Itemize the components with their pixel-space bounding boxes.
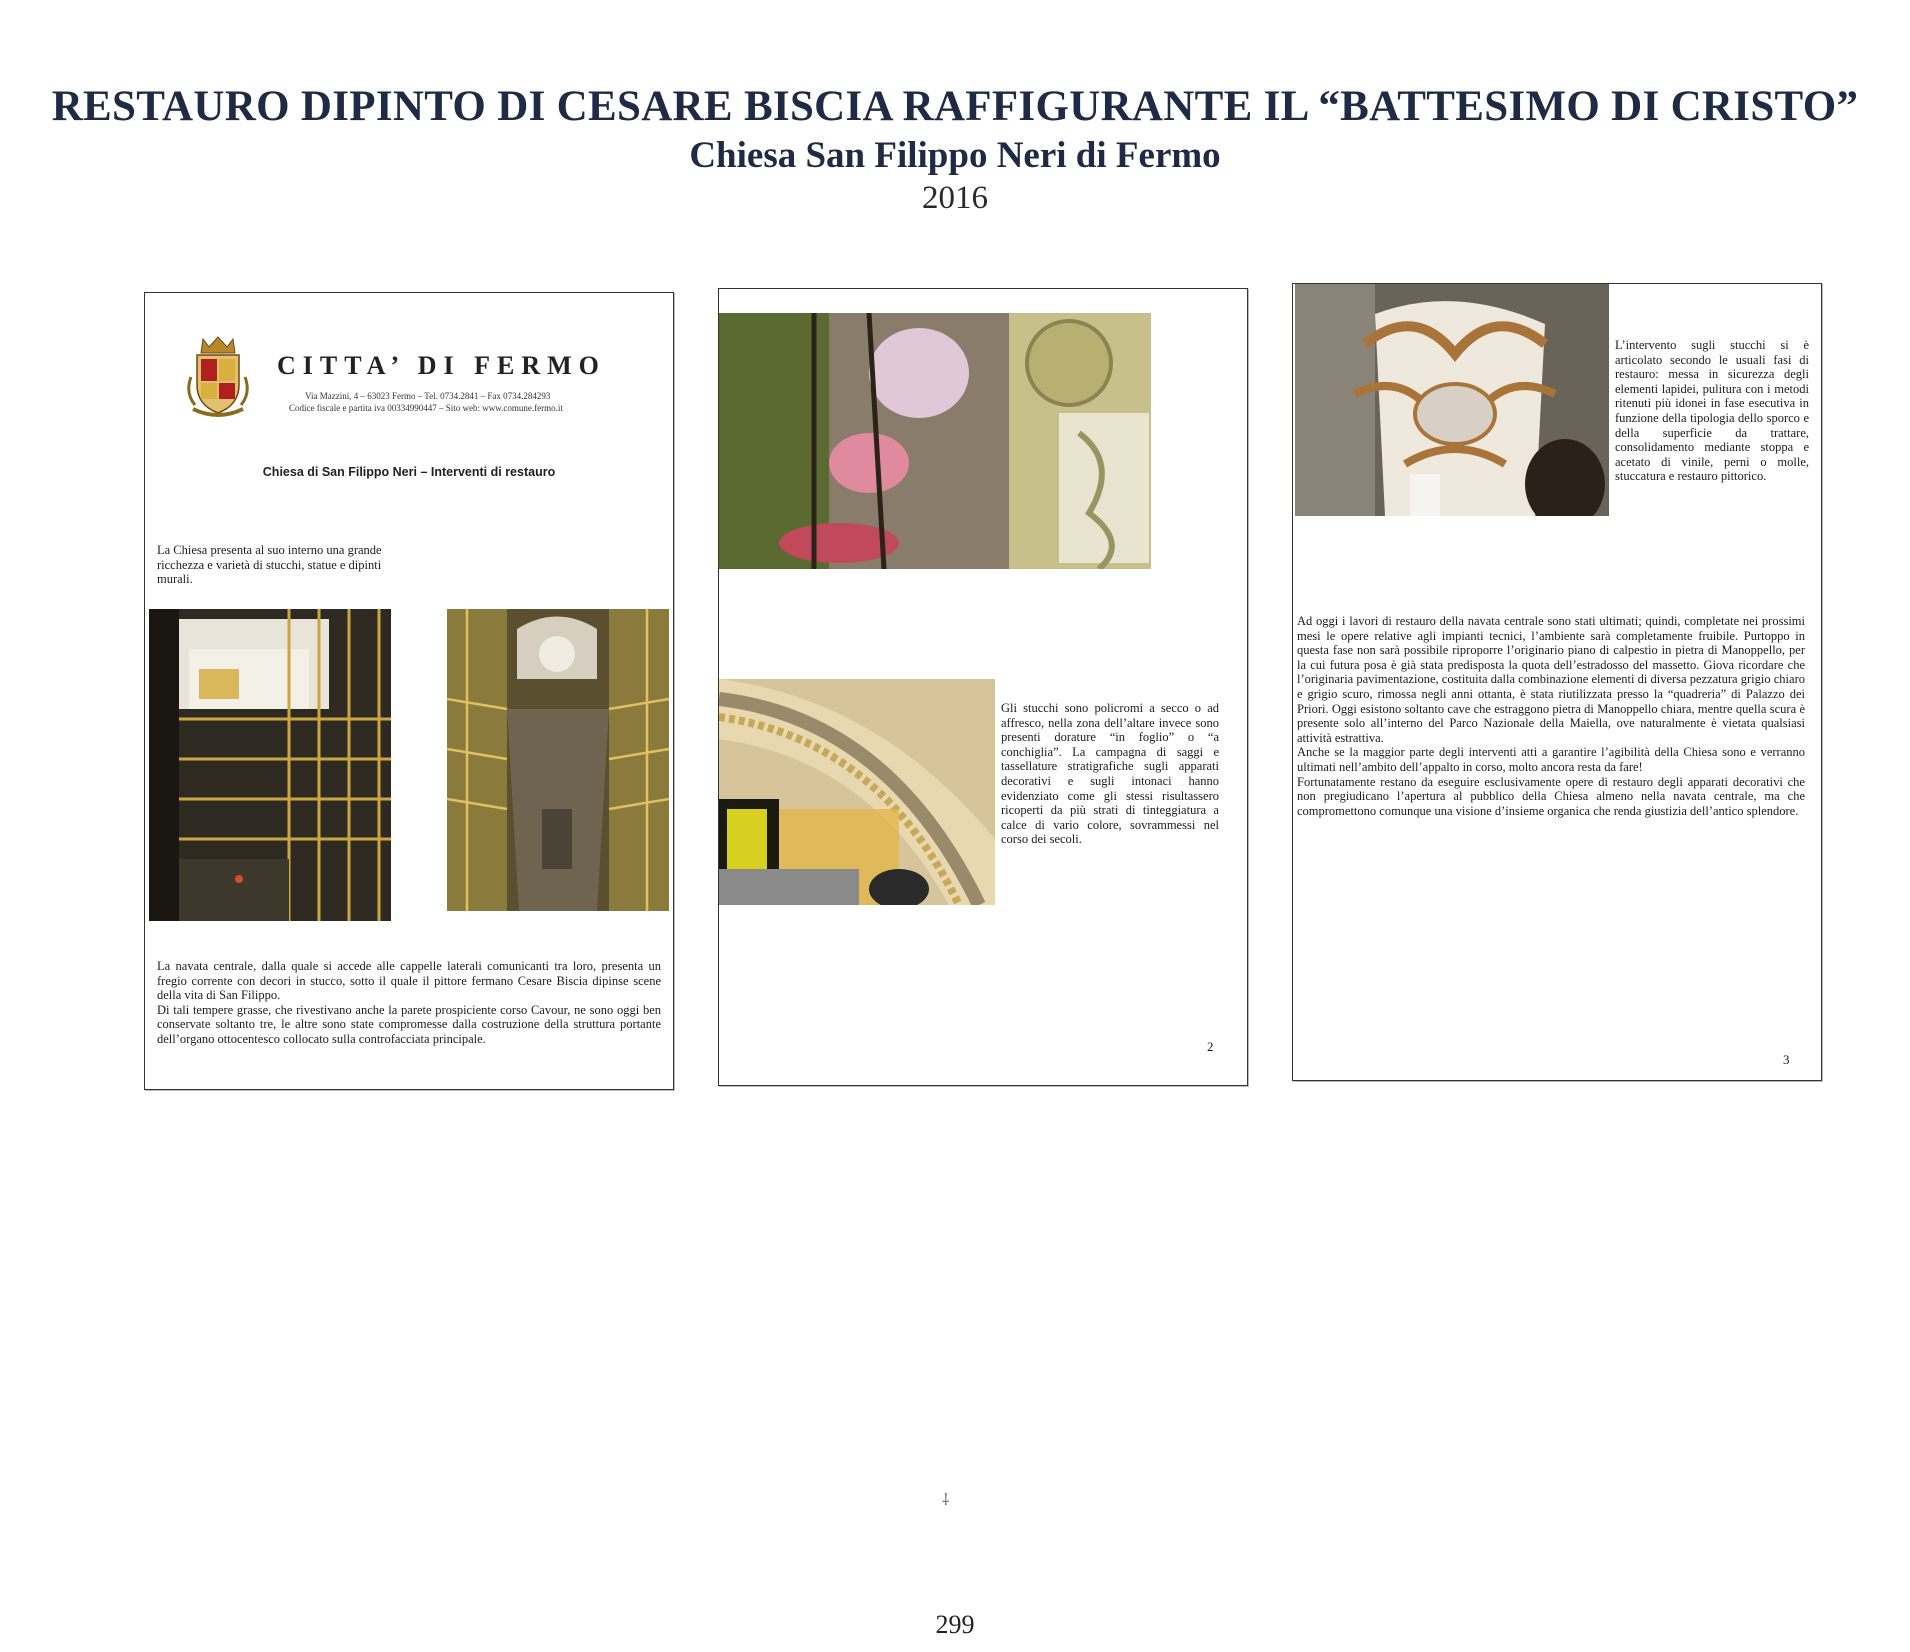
subtitle: Chiesa San Filippo Neri di Fermo xyxy=(689,135,1221,176)
page1-body-text: La navata centrale, dalla quale si accede alle cappelle laterali comunicanti tra loro, presenta un fregio corrente con decori in stucco, sotto il quale il pittore fermano Cesare Biscia dipinse scene della vita di San Filippo. Di tali tempere grasse, che rivestivano anche la parete prospiciente corso Cavour, ne sono oggi ben conservate soltanto tre, le altre sono state compromesse dalla costruzione della struttura portante dell’organo ottocentesco collocato sulla controfacciata principale. xyxy=(157,959,661,1046)
document-page-2 xyxy=(718,288,1248,1086)
page2-text: Gli stucchi sono policromi a secco o ad affresco, nella zona dell’altare invece sono presenti dorature “in foglio” o “a conchiglia”. La campagna di saggi e tassellature stratigrafiche sugli apparati decorativi e sugli intonaci hanno evidenziato come gli stessi risultassero ricoperti da più strati di tinteggiatura a calce di vario colore, sovrammessi nel corso dei secoli. xyxy=(1001,701,1219,847)
page1-heading: Chiesa di San Filippo Neri – Interventi di restauro xyxy=(262,465,556,479)
book-page-number: 299 xyxy=(935,1610,975,1639)
city-name: CITTA’ DI FERMO xyxy=(277,351,606,380)
page1-intro-text: La Chiesa presenta al suo interno una grande ricchezza e varietà di stucchi, statue e dipinti murali. xyxy=(157,543,382,587)
city-address: Via Mazzini, 4 – 63023 Fermo – Tel. 0734.2841 – Fax 0734.284293 xyxy=(305,391,551,401)
scan-mark: ⸸ xyxy=(942,1492,950,1509)
city-codes: Codice fiscale e partita iva 00334990447 – Sito web: www.comune.fermo.it xyxy=(289,403,563,413)
nave-interior-photo xyxy=(447,609,669,911)
page3-text-b: Ad oggi i lavori di restauro della navata centrale sono stati ultimati; quindi, completate nei prossimi mesi le opere relative agli impianti tecnici, l’ambiente sarà completamente fruibile. Purtoppo in questa fase non sarà possibile riproporre l’originario piano di calpestio in pietra di Manoppello, per la cui futura posa è già stata predisposta la quota dell’estradosso del massetto. Giova ricordare che l’originaria pavimentazione, costituita dalla combinazione elementi di diversa pezzatura grigio chiaro e grigio scuro, rimossa negli anni ottanta, è stata riutilizzata presso la “quadreria” di Palazzo dei Priori. Oggi esistono soltanto cave che estraggono pietra di Manoppello chiara, mentre quella scura è presente solo all’interno del Parco Nazionale della Maiella, ove naturalmente è vietata qualsiasi attività estrattiva. Anche se la maggior parte degli interventi atti a garantire l’agibilità della Chiesa sono e verranno ultimati nell’ambito dell’appalto in corso, molto ancora resta da fare! Fortunatamente restano da eseguire esclusivamente opere di restauro degli apparati decorativi che non pregiudicano l’apertura al pubblico della Chiesa almeno nella navata centrale, ma che compromettono comunque una visione d’insieme organica che renda giustizia dell’antico splendore. xyxy=(1297,614,1805,818)
painted-ceiling-restoration-photo xyxy=(719,313,1151,569)
fermo-crest-logo xyxy=(183,333,253,421)
page2-number: 2 xyxy=(1207,1039,1214,1054)
main-title: RESTAURO DIPINTO DI CESARE BISCIA RAFFIGURANTE IL “BATTESIMO DI CRISTO” xyxy=(51,83,1859,130)
year: 2016 xyxy=(922,180,988,216)
gilded-stucco-arch-photo xyxy=(719,679,995,905)
document-page-1 xyxy=(144,292,674,1090)
stucco-cartouche-photo xyxy=(1295,284,1609,516)
page3-text-a: L’intervento sugli stucchi si è articolato secondo le usuali fasi di restauro: messa in sicurezza degli elementi lapidei, pulitura con i metodi ritenuti più idonei in fase esecutiva in funzione della tipologia dello sporco e della superficie da trattare, consolidamento mediante stoppa e acetato di vinile, perni o molle, stuccatura e restauro pittorico. xyxy=(1615,338,1809,484)
document-page-3 xyxy=(1292,283,1822,1081)
page3-number: 3 xyxy=(1783,1052,1790,1067)
nave-scaffolding-photo xyxy=(149,609,391,921)
